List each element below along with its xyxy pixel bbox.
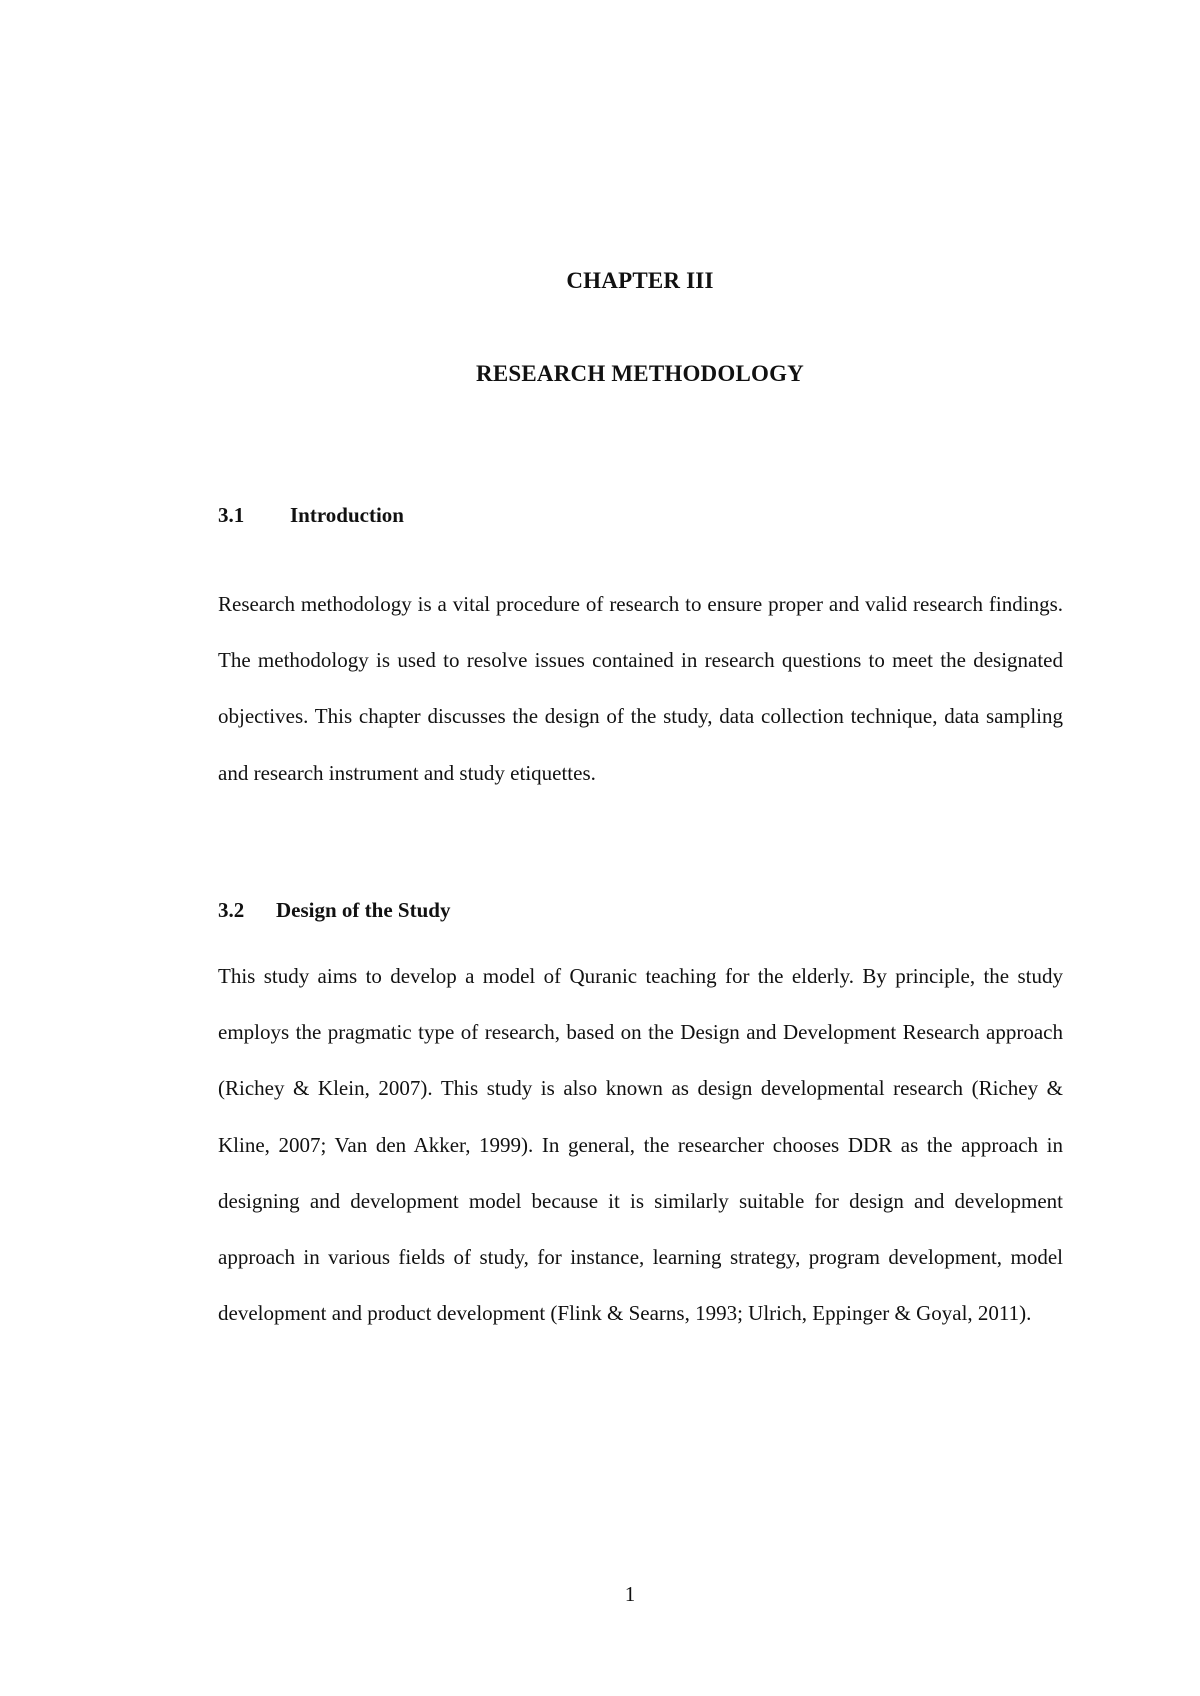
section-heading-introduction: [218, 503, 404, 528]
introduction-paragraph: Research methodology is a vital procedure of research to ensure proper and valid research findings. The methodology is used to resolve issues contained in research questions to meet the designated objectives. This chapter discusses the design of the study, data collection technique, data sampling and research instrument and study etiquettes.: [218, 592, 1063, 785]
chapter-title: CHAPTER III: [566, 268, 714, 293]
section-number: 3.1: [218, 503, 245, 527]
section-title: Introduction: [290, 503, 404, 527]
section-title: Design of the Study: [276, 898, 451, 922]
page-number: 1: [624, 1582, 636, 1606]
design-of-study-paragraph: This study aims to develop a model of Quranic teaching for the elderly. By principle, the study employs the pragmatic type of research, based on the Design and Development Research approach (Richey & Klein, 2007). This study is also known as design developmental research (Richey & Kline, 2007; Van den Akker, 1999). In general, the researcher chooses DDR as the approach in designing and development model because it is similarly suitable for design and development approach in various fields of study, for instance, learning strategy, program development, model development and product development (Flink & Searns, 1993; Ulrich, Eppinger & Goyal, 2011).: [218, 964, 1063, 1326]
section-heading-design-of-study: [218, 898, 450, 923]
chapter-subtitle: RESEARCH METHODOLOGY: [476, 361, 804, 386]
section-number: 3.2: [218, 898, 245, 922]
